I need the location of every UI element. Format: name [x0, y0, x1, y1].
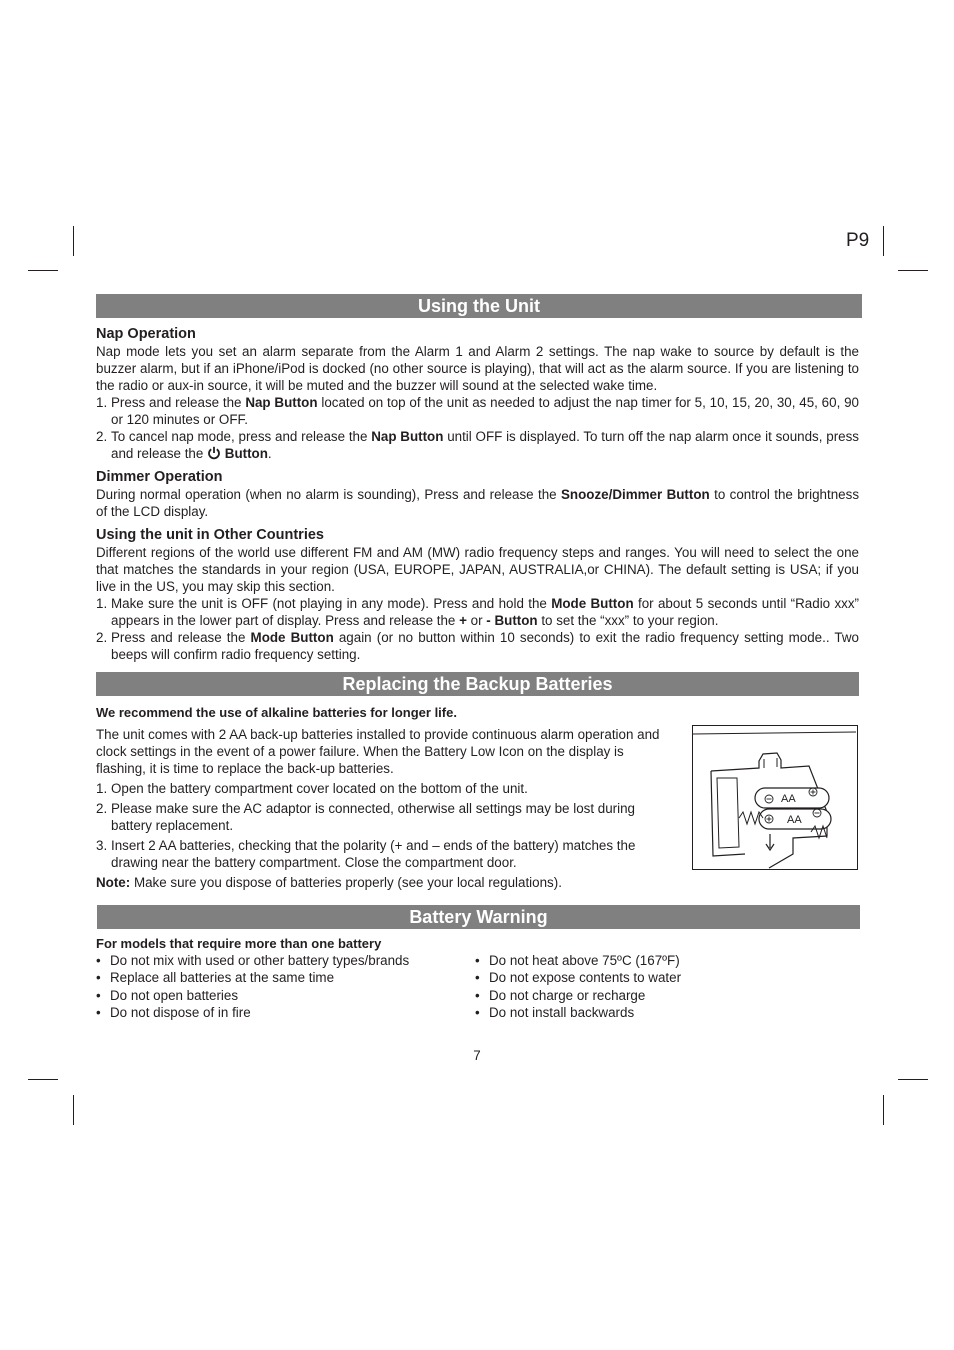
battery-step [96, 800, 672, 834]
warning-list-right [475, 952, 845, 1021]
battery-label: AA [781, 793, 796, 805]
crop-mark [898, 270, 928, 271]
dimmer-text-part: to control the brightness of the LCD display. [96, 487, 860, 519]
warning-text: Do not heat above 75ºC (167ºF) [489, 953, 680, 968]
battery-step [96, 780, 672, 797]
battery-step [96, 837, 672, 871]
step-number: 1. [96, 395, 108, 410]
dimmer-heading: Dimmer Operation [96, 469, 223, 485]
dimmer-text-part: During normal operation (when no alarm is sounding), Press and release the [96, 487, 561, 502]
warning-title: Battery Warning [97, 905, 860, 929]
crop-mark [73, 226, 74, 256]
warning-list-left [96, 952, 466, 1021]
nap-step [96, 428, 859, 462]
crop-mark [883, 226, 884, 256]
bullet: • [475, 1004, 480, 1020]
step-text: until OFF is displayed. To turn off the nap alarm once it sounds, press and release the [111, 429, 859, 461]
warning-item [96, 1004, 466, 1021]
batteries-note [96, 874, 672, 891]
power-button-label: Button [224, 446, 268, 461]
step-text: Open the battery compartment cover located on the bottom of the unit. [111, 781, 528, 796]
step-text: or [466, 613, 487, 628]
step-number: 1. [96, 781, 108, 796]
page-label: P9 [846, 230, 870, 251]
nap-step [96, 394, 859, 428]
step-text: for about 5 seconds until “Radio xxx” appears in the lower part of display. Press and release the [111, 596, 860, 628]
step-number: 3. [96, 838, 108, 853]
crop-mark [28, 1079, 58, 1080]
batteries-section [96, 704, 672, 891]
warning-item [475, 987, 845, 1004]
bullet: • [475, 953, 480, 968]
nap-button-label: Nap Button [245, 395, 318, 410]
mode-button-label: Mode Button [551, 596, 634, 611]
warning-item [475, 1004, 845, 1021]
step-text: to set the “xxx” to your region. [537, 613, 719, 628]
step-number: 2. [96, 801, 108, 816]
step-text: To cancel nap mode, press and release the [111, 429, 372, 444]
bullet: • [475, 970, 480, 986]
countries-heading: Using the unit in Other Countries [96, 527, 324, 543]
step-number: 2. [96, 630, 108, 645]
minus-button-label: - Button [486, 613, 538, 628]
warning-text: Do not dispose of in fire [110, 1004, 251, 1020]
crop-mark [28, 270, 58, 271]
nap-steps [96, 394, 859, 462]
warning-text: Do not expose contents to water [489, 970, 682, 986]
batteries-recommend: We recommend the use of alkaline batteries for longer life. [96, 705, 457, 720]
battery-compartment-figure [692, 725, 858, 870]
note-text: Make sure you dispose of batteries properly (see your local regulations). [130, 875, 562, 890]
warning-text: Do not charge or recharge [489, 987, 646, 1003]
countries-intro: Different regions of the world use different FM and AM (MW) radio frequency steps and ranges. You will need to select the one that matches the standards in your region (USA, EUROPE, JAPAN, AUSTRALIA,or CHINA). The default setting is USA; if you live in the US, you may skip this section. [96, 545, 859, 594]
step-text: Insert 2 AA batteries, checking that the polarity (+ and – ends of the battery) matches the drawing near the battery compartment. Close the compartment door. [111, 838, 636, 870]
warning-item [96, 969, 466, 986]
warning-item [475, 952, 845, 969]
countries-step [96, 629, 859, 663]
battery-compartment-illustration [693, 726, 857, 869]
nap-intro: Nap mode lets you set an alarm separate from the Alarm 1 and Alarm 2 settings. The nap wake to source by default is the buzzer alarm, but if an iPhone/iPod is docked (no other source is playing), that will act as the alarm source. If you are listening to the radio or aux-in source, it will be muted and the buzzer will sound at the selected wake time. [96, 344, 859, 393]
step-text: Press and release the [111, 395, 246, 410]
step-text: Make sure the unit is OFF (not playing in any mode). Press and hold the [111, 596, 552, 611]
step-text: Please make sure the AC adaptor is connected, otherwise all settings may be lost during battery replacement. [111, 801, 636, 833]
snooze-dimmer-label: Snooze/Dimmer Button [561, 487, 710, 502]
power-icon [207, 446, 221, 460]
nap-button-label: Nap Button [371, 429, 444, 444]
batteries-intro: The unit comes with 2 AA back-up batteries installed to provide continuous alarm operation and clock settings in the event of a power failure. When the Battery Low Icon on the display is flashing, it is time to replace the back-up batteries. [96, 727, 660, 776]
warning-text: Do not install backwards [489, 1004, 635, 1020]
warning-text: Do not open batteries [110, 987, 239, 1003]
warning-item [96, 952, 466, 969]
battery-steps [96, 780, 672, 871]
crop-mark [73, 1095, 74, 1125]
warning-subheading: For models that require more than one battery [96, 936, 382, 951]
warning-item [475, 969, 845, 986]
crop-mark [883, 1095, 884, 1125]
note-label: Note: [96, 875, 131, 890]
warning-item [96, 987, 466, 1004]
bullet: • [475, 987, 480, 1003]
step-text: again (or no button within 10 seconds) to exit the radio frequency setting mode.. Two beeps will confirm radio frequency setting. [111, 630, 859, 662]
nap-heading: Nap Operation [96, 326, 196, 342]
bullet: • [96, 1004, 101, 1020]
bullet: • [96, 953, 101, 968]
bullet: • [96, 970, 101, 986]
crop-mark [898, 1079, 928, 1080]
using-unit-title: Using the Unit [96, 294, 862, 318]
batteries-title: Replacing the Backup Batteries [96, 672, 859, 696]
bullet: • [96, 987, 101, 1003]
warning-text: Replace all batteries at the same time [110, 970, 335, 986]
battery-label: AA [787, 814, 802, 826]
page-number: 7 [473, 1048, 481, 1063]
step-number: 2. [96, 429, 108, 444]
countries-steps [96, 595, 859, 663]
step-text: Press and release the [111, 630, 251, 645]
plus-button-label: + [459, 613, 467, 628]
arrow-down-icon [766, 834, 774, 850]
dimmer-text [96, 486, 859, 520]
using-unit-section [96, 325, 859, 663]
step-number: 1. [96, 596, 108, 611]
countries-step [96, 595, 859, 629]
step-text: . [267, 446, 272, 461]
mode-button-label: Mode Button [250, 630, 334, 645]
step-text: located on top of the unit as needed to adjust the nap timer for 5, 10, 15, 20, 30, 45, 60, 90 or 120 minutes or OFF. [111, 395, 859, 427]
warning-text: Do not mix with used or other battery types/brands [110, 953, 410, 968]
